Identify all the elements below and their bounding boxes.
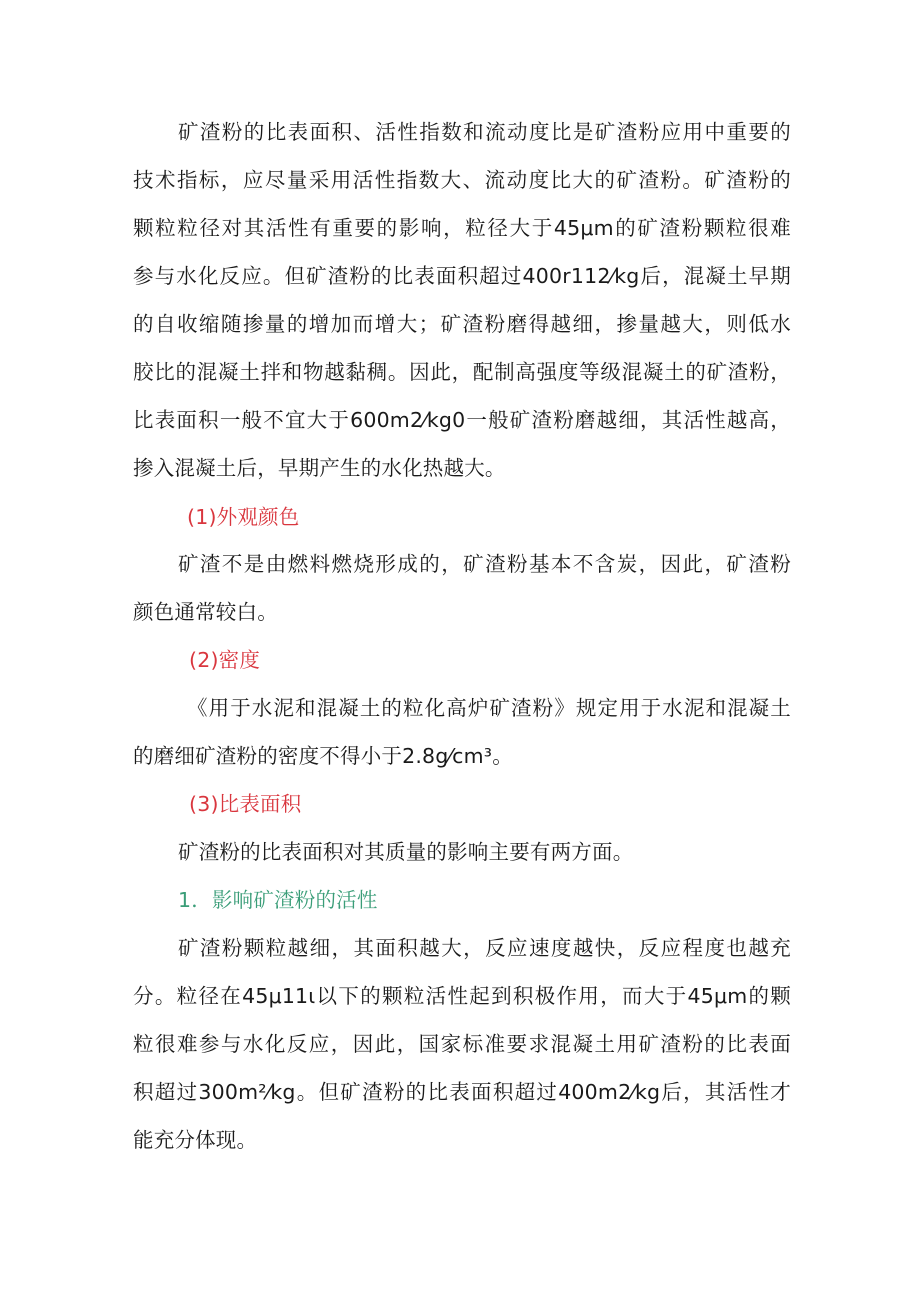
paragraph-1-line-4: 参与水化反应。但矿渣粉的比表面积超过400r112⁄kg后，混凝土早期	[133, 264, 791, 288]
section-heading-specific-surface-area: (3)比表面积	[189, 792, 302, 816]
paragraph-1-line-6: 胶比的混凝土拌和物越黏稠。因此，配制高强度等级混凝土的矿渣粉，	[133, 360, 791, 384]
paragraph-5-line-1: 矿渣粉颗粒越细，其面积越大，反应速度越快，反应程度也越充	[178, 936, 791, 960]
paragraph-5-line-5: 能充分体现。	[133, 1128, 258, 1152]
paragraph-5-line-3: 粒很难参与水化反应，因此，国家标准要求混凝土用矿渣粉的比表面	[133, 1032, 791, 1056]
paragraph-1-line-7: 比表面积一般不宜大于600m2⁄kg0一般矿渣粉磨越细，其活性越高，	[133, 408, 791, 432]
paragraph-2-line-2: 颜色通常较白。	[133, 600, 278, 624]
paragraph-4-line-1: 矿渣粉的比表面积对其质量的影响主要有两方面。	[178, 840, 634, 864]
paragraph-3-line-2: 的磨细矿渣粉的密度不得小于2.8g⁄cm³。	[133, 744, 513, 768]
paragraph-5-line-2: 分。粒径在45μ11ι以下的颗粒活性起到积极作用，而大于45μm的颗	[133, 984, 791, 1008]
paragraph-1-line-1: 矿渣粉的比表面积、活性指数和流动度比是矿渣粉应用中重要的	[178, 120, 791, 144]
paragraph-1-line-3: 颗粒粒径对其活性有重要的影响，粒径大于45μm的矿渣粉颗粒很难	[133, 216, 791, 240]
paragraph-1-line-5: 的自收缩随掺量的增加而增大；矿渣粉磨得越细，掺量越大，则低水	[133, 312, 791, 336]
paragraph-5-line-4: 积超过300m²⁄kg。但矿渣粉的比表面积超过400m2⁄kg后，其活性才	[133, 1080, 791, 1104]
paragraph-1-line-2: 技术指标，应尽量采用活性指数大、流动度比大的矿渣粉。矿渣粉的	[133, 168, 791, 192]
section-heading-density: (2)密度	[189, 648, 261, 672]
paragraph-3-line-1: 《用于水泥和混凝土的粒化高炉矿渣粉》规定用于水泥和混凝土	[187, 696, 791, 720]
paragraph-2-line-1: 矿渣不是由燃料燃烧形成的，矿渣粉基本不含炭，因此，矿渣粉	[178, 552, 791, 576]
section-heading-appearance-color: (1)外观颜色	[187, 505, 300, 529]
subheading-activity-impact: 1．影响矿渣粉的活性	[178, 888, 378, 912]
paragraph-1-line-8: 掺入混凝土后，早期产生的水化热越大。	[133, 456, 506, 480]
